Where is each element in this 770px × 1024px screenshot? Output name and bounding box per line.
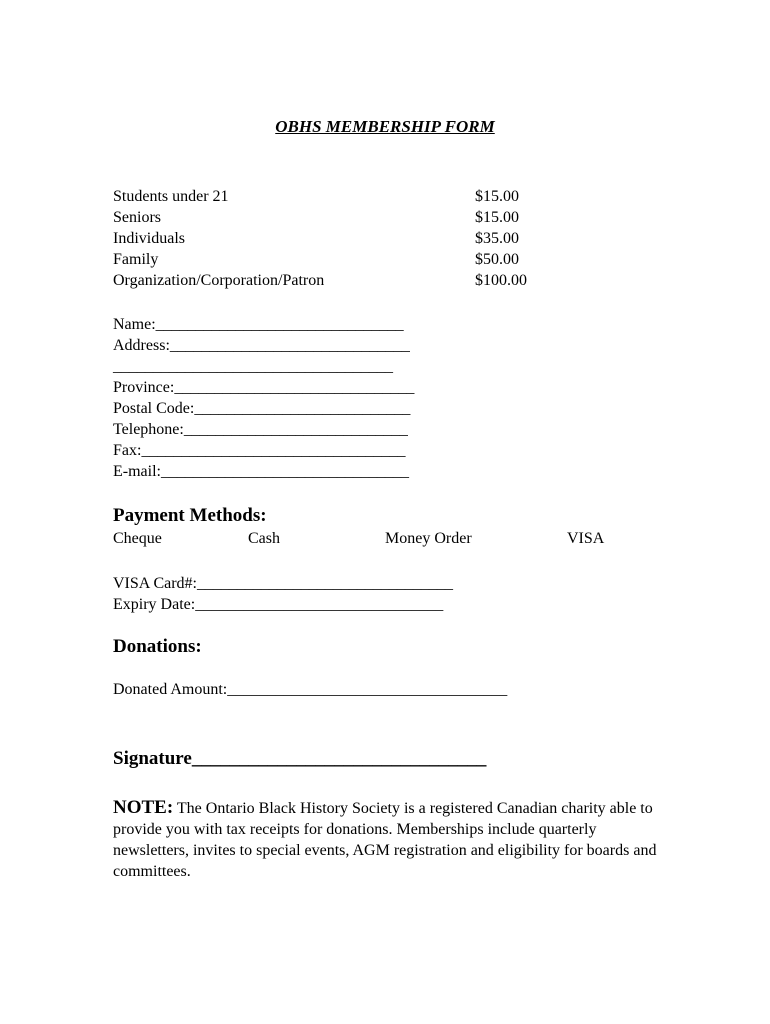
payment-method-money-order: Money Order (385, 530, 472, 547)
fee-price: $35.00 (475, 230, 519, 247)
form-title: OBHS MEMBERSHIP FORM (275, 117, 495, 136)
fee-row (113, 186, 593, 207)
fee-label: Students under 21 (113, 188, 229, 205)
note-label: NOTE: (113, 797, 174, 818)
fee-price: $15.00 (475, 188, 519, 205)
note-text: The Ontario Black History Society is a registered Canadian charity able to provide you with tax receipts for donations. Memberships include quarterly newsletters, invites to special events, AGM registration and eligibility for boards and committees. (113, 800, 657, 880)
payment-method-list (113, 528, 633, 549)
fee-label: Family (113, 251, 159, 268)
telephone-field: Telephone:____________________________ (113, 421, 408, 438)
signature-field: Signature_______________________________ (113, 748, 487, 769)
email-field: E-mail:_______________________________ (113, 463, 409, 480)
fee-row (113, 249, 593, 270)
address-line-2-field: ___________________________________ (113, 358, 393, 375)
fee-label: Individuals (113, 230, 185, 247)
fee-price: $50.00 (475, 251, 519, 268)
fee-list (113, 186, 593, 291)
fee-label: Organization/Corporation/Patron (113, 272, 325, 289)
province-field: Province:______________________________ (113, 379, 415, 396)
note-paragraph (113, 797, 673, 882)
visa-card-field: VISA Card#:________________________________ (113, 575, 453, 592)
contact-fields (113, 314, 533, 482)
donations-heading: Donations: (113, 636, 202, 657)
name-field: Name:_______________________________ (113, 316, 404, 333)
fee-label: Seniors (113, 209, 161, 226)
postal-code-field: Postal Code:___________________________ (113, 400, 411, 417)
visa-fields (113, 573, 453, 615)
fee-price: $100.00 (475, 272, 527, 289)
payment-method-cheque: Cheque (113, 530, 162, 547)
expiry-date-field: Expiry Date:_______________________________ (113, 596, 444, 613)
fee-price: $15.00 (475, 209, 519, 226)
fee-row (113, 270, 593, 291)
payment-method-visa: VISA (567, 530, 605, 547)
donated-amount-field: Donated Amount:___________________________________ (113, 681, 508, 698)
fax-field: Fax:_________________________________ (113, 442, 406, 459)
payment-methods-heading: Payment Methods: (113, 505, 267, 526)
payment-method-cash: Cash (248, 530, 280, 547)
fee-row (113, 207, 593, 228)
fee-row (113, 228, 593, 249)
address-field: Address:______________________________ (113, 337, 410, 354)
